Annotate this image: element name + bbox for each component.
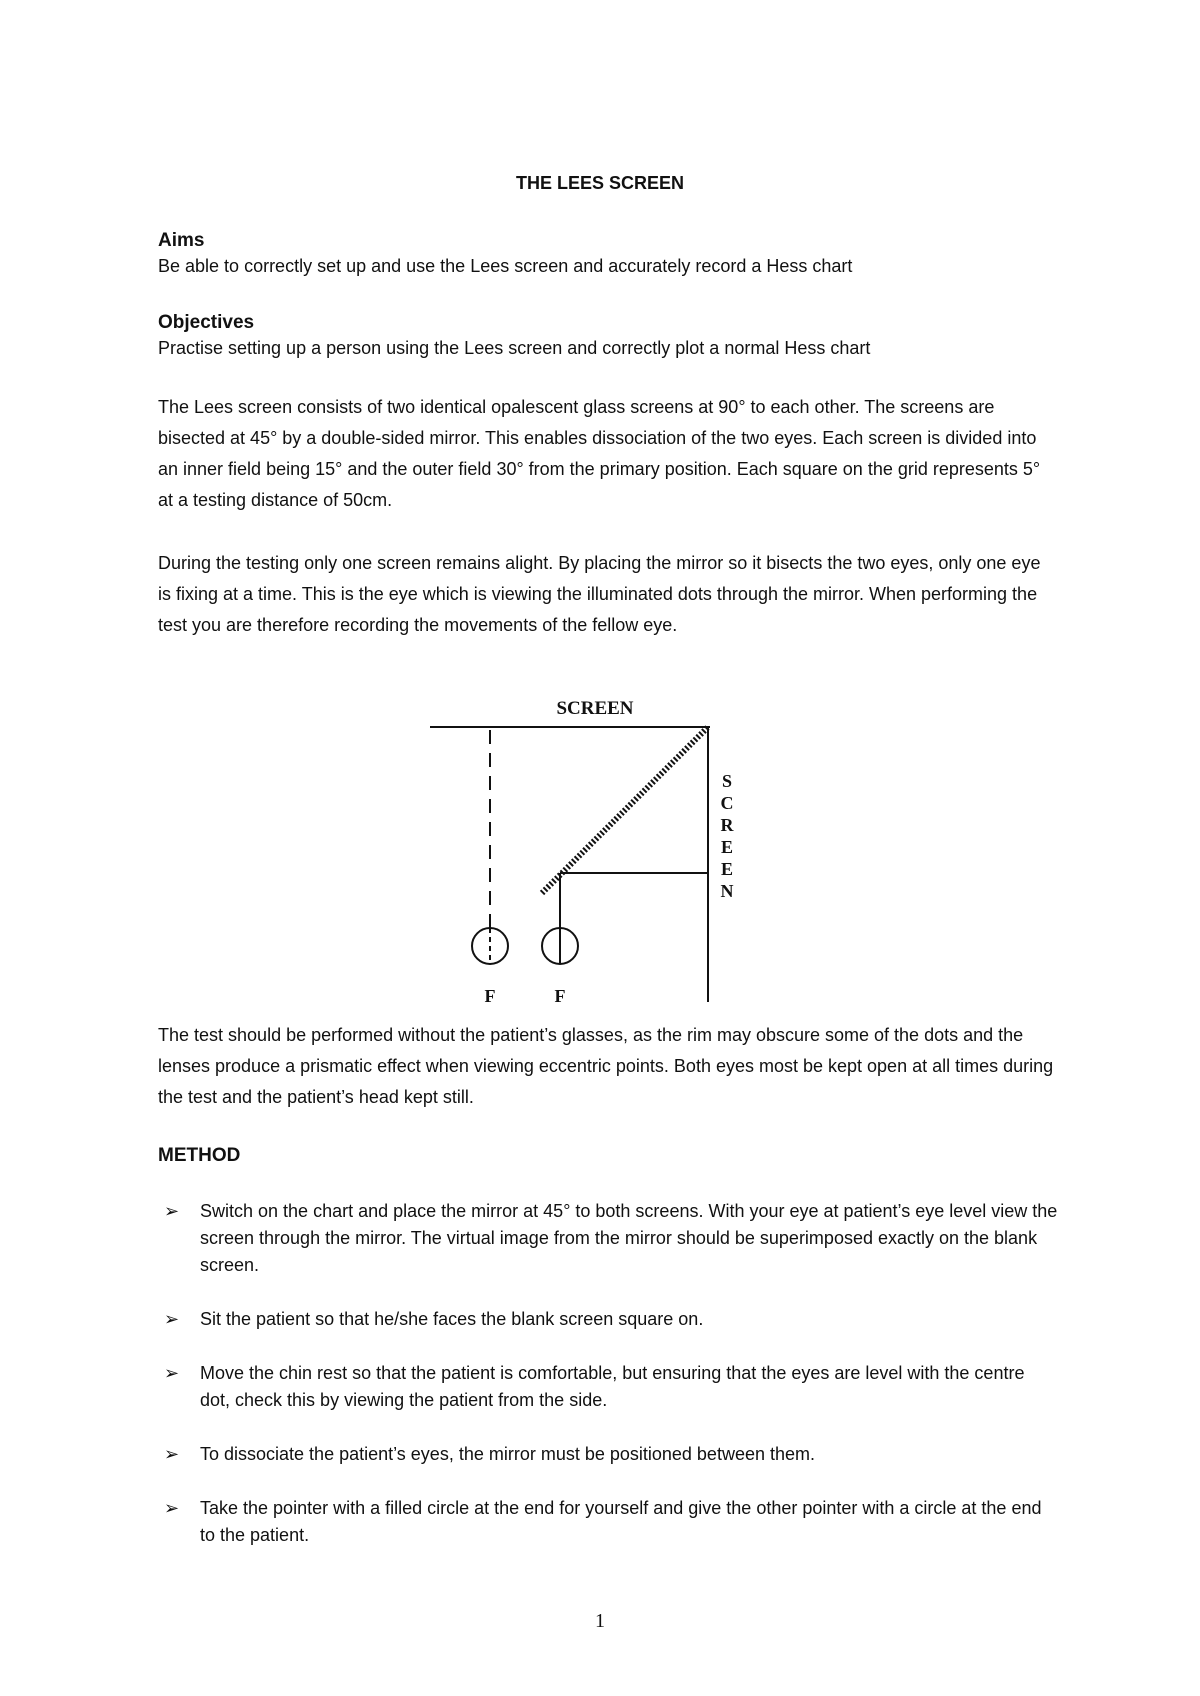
arrow-bullet-icon: ➢ bbox=[164, 1309, 180, 1329]
method-heading: METHOD bbox=[158, 1145, 241, 1166]
arrow-bullet-icon: ➢ bbox=[164, 1201, 180, 1221]
side-letter: E bbox=[720, 859, 734, 879]
objectives-section bbox=[158, 312, 1058, 359]
right-eye-label: F bbox=[554, 986, 566, 1006]
page-number: 1 bbox=[595, 1610, 605, 1632]
aims-section bbox=[158, 230, 1058, 277]
paragraph-screen-description: The Lees screen consists of two identical opalescent glass screens at 90° to each other. The screens are bisected at 45° by a double-sided mirror. This enables dissociation of the two eyes. Each screen is divided into an inner field being 15° and the outer field 30° from the primary position. Each square on the grid represents 5° at a testing distance of 50cm. bbox=[158, 397, 1041, 510]
objectives-text: Practise setting up a person using the Lees screen and correctly plot a normal Hess chart bbox=[158, 338, 871, 358]
method-step-text: Take the pointer with a filled circle at the end for yourself and give the other pointer with a circle at the end to the patient. bbox=[200, 1498, 1042, 1545]
left-eye-label: F bbox=[484, 986, 496, 1006]
method-steps-list bbox=[158, 1198, 1058, 1576]
method-step-text: Move the chin rest so that the patient is comfortable, but ensuring that the eyes are level with the centre dot, check this by viewing the patient from the side. bbox=[200, 1363, 1025, 1410]
paragraph-testing-description: During the testing only one screen remains alight. By placing the mirror so it bisects the two eyes, only one eye is fixing at a time. This is the eye which is viewing the illuminated dots through the mirror. When performing the test you are therefore recording the movements of the fellow eye. bbox=[158, 553, 1041, 635]
list-item bbox=[158, 1306, 1058, 1333]
arrow-bullet-icon: ➢ bbox=[164, 1444, 180, 1464]
side-letter: N bbox=[720, 881, 734, 901]
method-step-text: Switch on the chart and place the mirror at 45° to both screens. With your eye at patient’s eye level view the screen through the mirror. The virtual image from the mirror should be superimposed exactly on the blank screen. bbox=[200, 1201, 1058, 1275]
aims-text: Be able to correctly set up and use the Lees screen and accurately record a Hess chart bbox=[158, 256, 853, 276]
page-title: THE LEES SCREEN bbox=[515, 173, 685, 193]
side-letter: C bbox=[720, 793, 734, 813]
mirror-icon bbox=[542, 727, 708, 893]
method-step-text: Sit the patient so that he/she faces the blank screen square on. bbox=[200, 1309, 704, 1329]
method-step-text: To dissociate the patient’s eyes, the mirror must be positioned between them. bbox=[200, 1444, 815, 1464]
list-item bbox=[158, 1198, 1058, 1279]
arrow-bullet-icon: ➢ bbox=[164, 1363, 180, 1383]
side-letter: E bbox=[720, 837, 734, 857]
lees-screen-diagram bbox=[420, 690, 740, 1020]
side-letter: R bbox=[720, 815, 734, 835]
side-letter: S bbox=[721, 771, 733, 791]
diagram-screen-side-label bbox=[721, 771, 735, 901]
aims-heading: Aims bbox=[158, 230, 205, 251]
diagram-screen-top-label: SCREEN bbox=[556, 698, 634, 719]
arrow-bullet-icon: ➢ bbox=[164, 1498, 180, 1518]
list-item bbox=[158, 1495, 1058, 1549]
paragraph-test-conditions: The test should be performed without the patient’s glasses, as the rim may obscure some of the dots and the lenses produce a prismatic effect when viewing eccentric points. Both eyes most be kept open at all times during the test and the patient’s head kept still. bbox=[158, 1025, 1054, 1107]
list-item bbox=[158, 1441, 1058, 1468]
list-item bbox=[158, 1360, 1058, 1414]
objectives-heading: Objectives bbox=[158, 312, 255, 333]
